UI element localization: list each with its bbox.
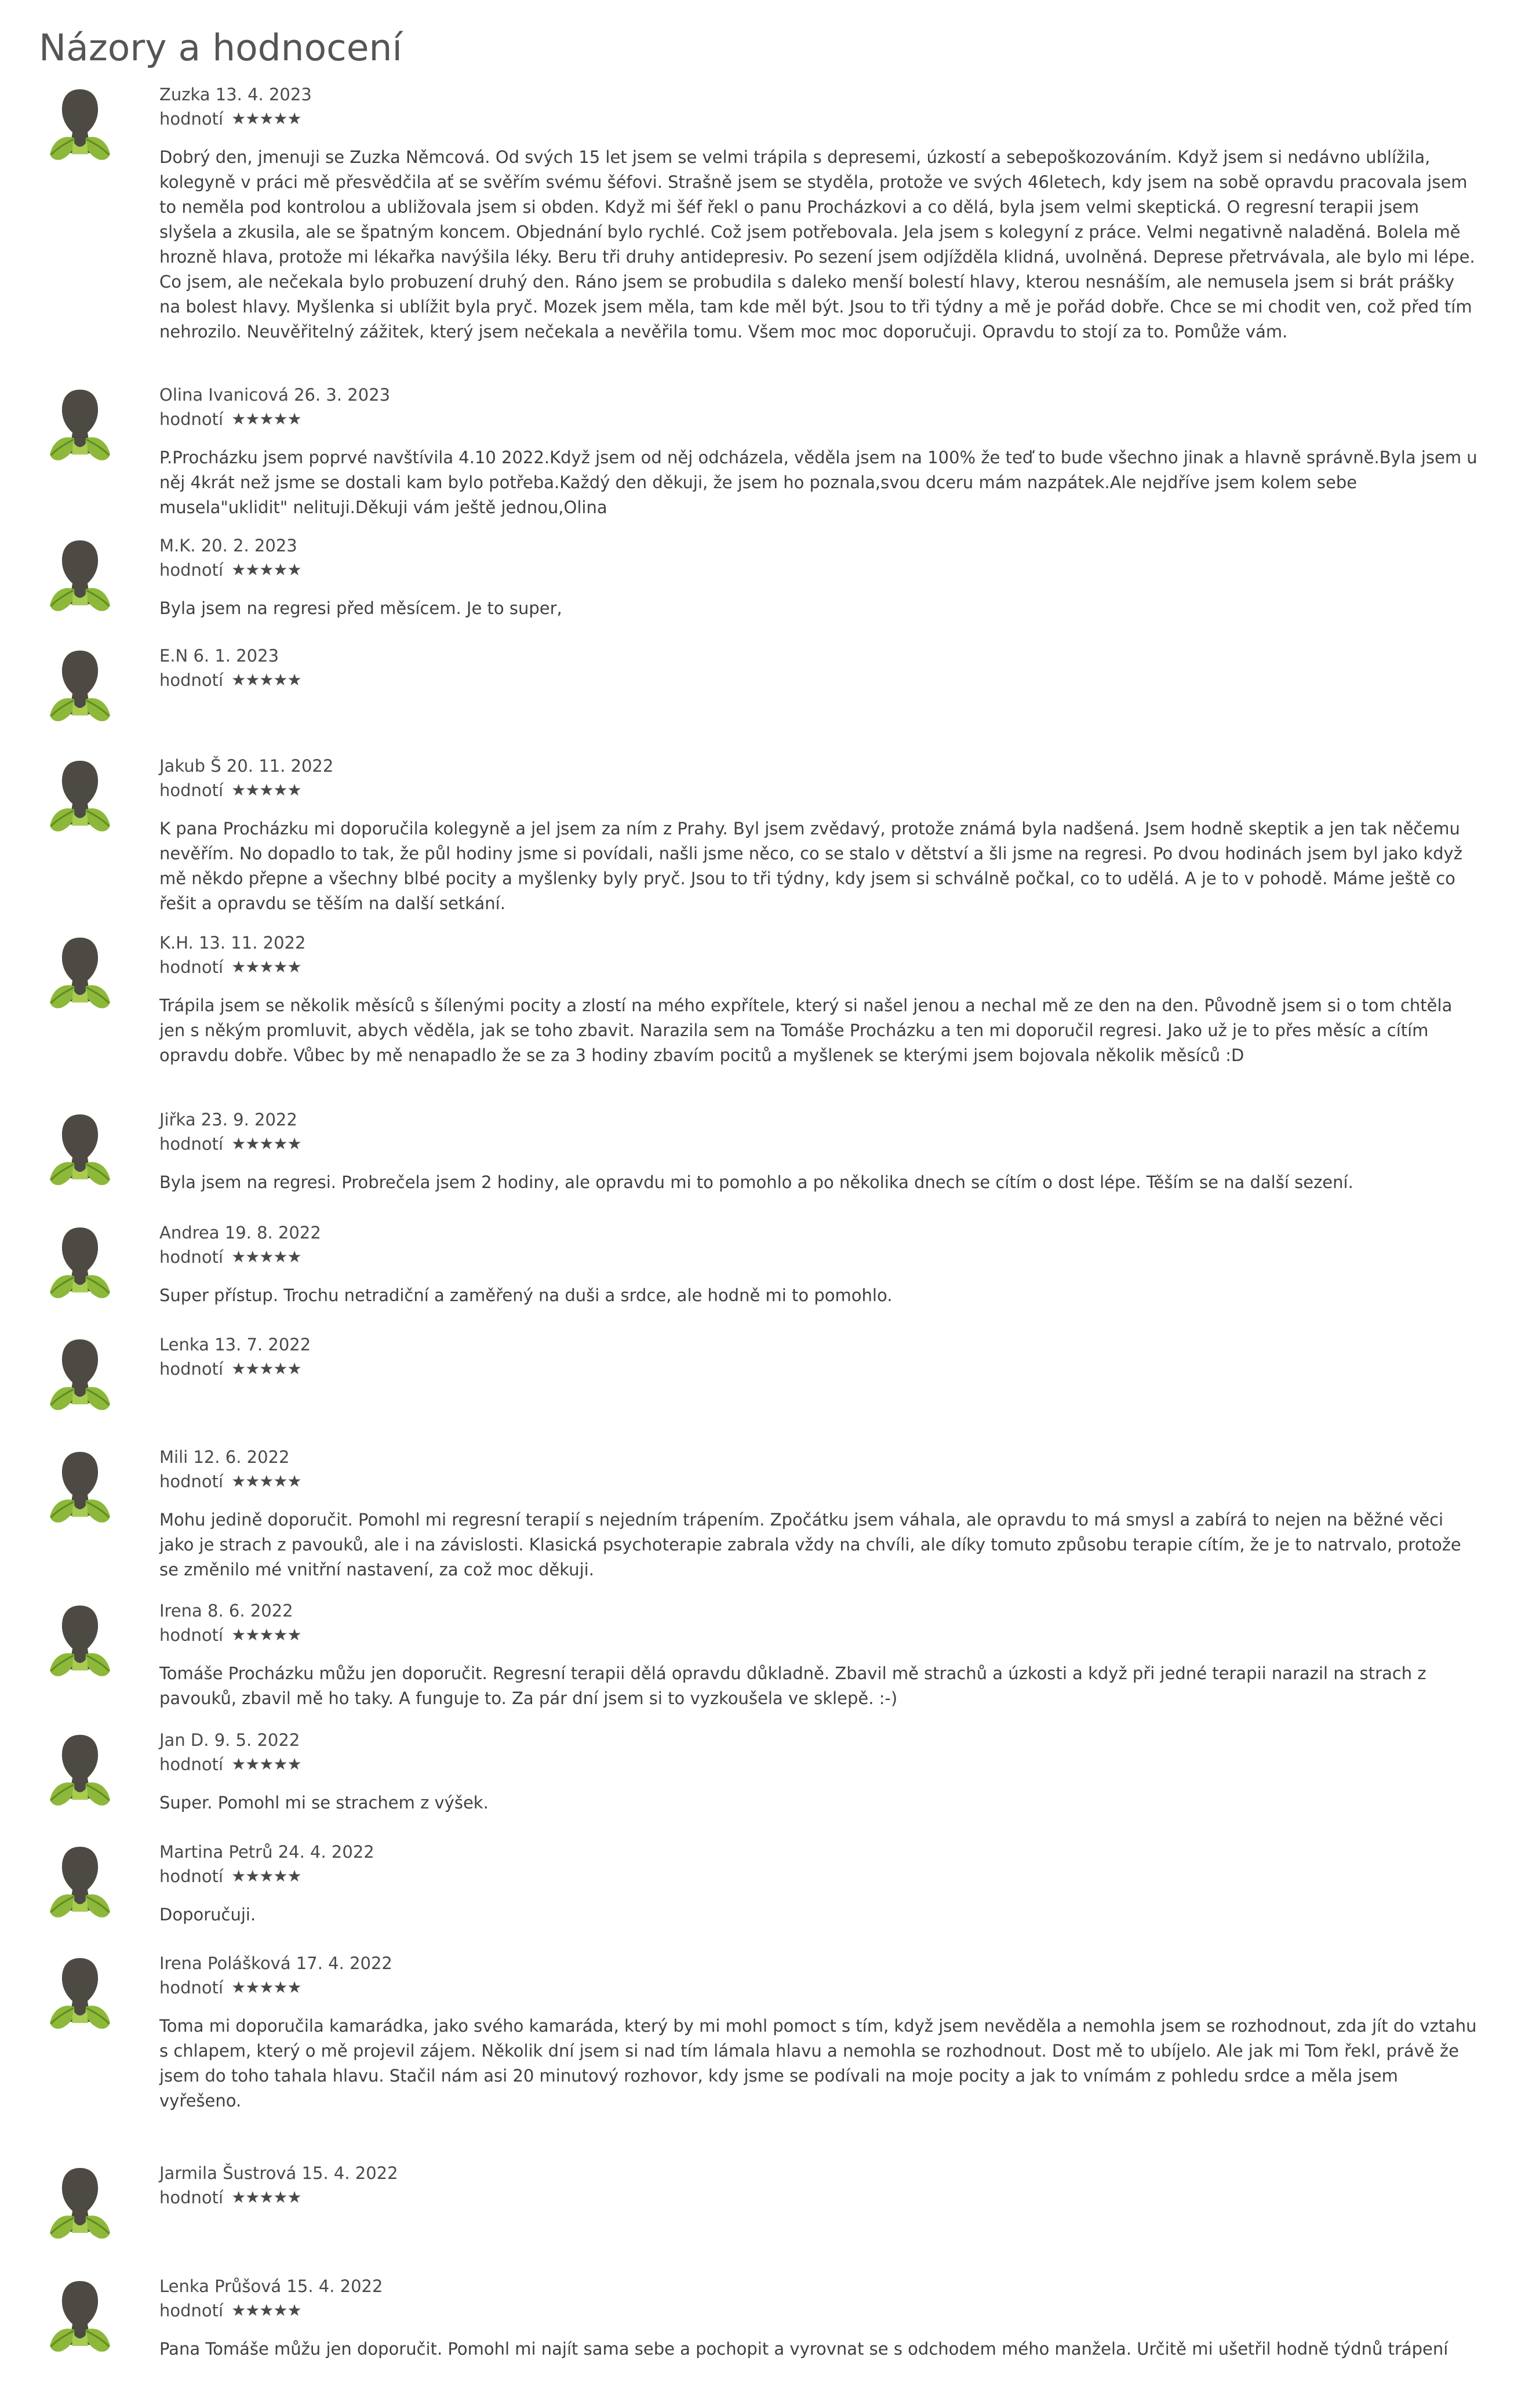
avatar — [45, 537, 115, 615]
review-text: Trápila jsem se několik měsíců s šílenými pocity a zlostí na mého expřítele, který si našel jenou a nechal mě ze den na den. Původně jsem si o tom chtěla jen s někým promluvit, abych věděla, jak se toho zbavit. Narazila sem na Tomáše Procházku a ten mi doporučil regresi. Jako už je to přes měsíc a cítím opravdu dobře. Vůbec by mě nenapadlo že se za 3 hodiny zbavím pocitů a myšlenek se kterými jsem bojovala několik měsíců :D — [159, 996, 1453, 1065]
review-text: Doporučuji. — [159, 1905, 256, 1924]
rating-stars: ★★★★★ — [231, 1472, 301, 1491]
user-avatar-icon — [45, 2278, 115, 2356]
review-rating — [159, 1245, 301, 1269]
review-rating — [159, 1975, 301, 2000]
user-avatar-icon — [45, 647, 115, 725]
review-rating — [159, 1752, 301, 1777]
review-rating — [159, 107, 301, 131]
user-avatar-icon — [45, 1731, 115, 1810]
rating-stars: ★★★★★ — [231, 560, 301, 579]
avatar — [45, 1955, 115, 2033]
review-author: Irena Polášková 17. 4. 2022 — [159, 1953, 392, 1973]
review-author: M.K. 20. 2. 2023 — [159, 536, 297, 555]
user-avatar-icon — [45, 386, 115, 464]
review-author: Irena 8. 6. 2022 — [159, 1601, 293, 1621]
review-rating — [159, 2298, 301, 2323]
review-text: Mohu jedině doporučit. Pomohl mi regresní terapií s nejedním trápením. Zpočátku jsem váhala, ale opravdu to má smysl a zabírá to nejen na běžné věci jako je strach z pavouků, ale i na závislosti. Klasická psychoterapie zabrala vždy na chvíli, ale díky tomuto způsobu terapie cítím, že je to natrvalo, protože se změnilo mé vnitřní nastavení, za což moc děkuji. — [159, 1510, 1461, 1579]
review-text: Byla jsem na regresi před měsícem. Je to super, — [159, 598, 562, 618]
avatar — [45, 1224, 115, 1302]
review-author: Martina Petrů 24. 4. 2022 — [159, 1842, 374, 1862]
review-author: Jan D. 9. 5. 2022 — [159, 1730, 300, 1750]
review-author: E.N 6. 1. 2023 — [159, 646, 279, 666]
rating-stars: ★★★★★ — [231, 1247, 301, 1266]
rating-stars: ★★★★★ — [231, 1625, 301, 1644]
review-author: Jakub Š 20. 11. 2022 — [159, 756, 334, 776]
rating-label: hodnotí — [159, 957, 224, 977]
rating-label: hodnotí — [159, 2301, 224, 2320]
review-author: Olina Ivanicová 26. 3. 2023 — [159, 385, 391, 405]
user-avatar-icon — [45, 86, 115, 164]
avatar — [45, 1111, 115, 1189]
user-avatar-icon — [45, 1448, 115, 1527]
rating-label: hodnotí — [159, 560, 224, 580]
rating-label: hodnotí — [159, 780, 224, 800]
rating-stars: ★★★★★ — [231, 1755, 301, 1774]
review-rating — [159, 1357, 301, 1381]
review-rating — [159, 407, 301, 431]
avatar — [45, 1336, 115, 1414]
user-avatar-icon — [45, 537, 115, 615]
review-author: K.H. 13. 11. 2022 — [159, 933, 306, 953]
rating-stars: ★★★★★ — [231, 2301, 301, 2320]
review-rating — [159, 1623, 301, 1647]
rating-label: hodnotí — [159, 2188, 224, 2207]
review-author: Mili 12. 6. 2022 — [159, 1447, 290, 1467]
review-text: Super. Pomohl mi se strachem z výšek. — [159, 1793, 489, 1813]
review-text: Tomáše Procházku můžu jen doporučit. Regresní terapii dělá opravdu důkladně. Zbavil mě strachů a úzkosti a když při jedné terapii narazil na strach z pavouků, zbavil mě ho taky. A funguje to. Za pár dní jsem si to vyzkoušela ve sklepě. :-) — [159, 1664, 1426, 1708]
avatar — [45, 1731, 115, 1810]
avatar — [45, 1602, 115, 1680]
avatar — [45, 1448, 115, 1527]
page-title: Názory a hodnocení — [39, 27, 402, 69]
review-rating — [159, 1469, 301, 1494]
review-author: Jiřka 23. 9. 2022 — [159, 1110, 297, 1129]
avatar — [45, 386, 115, 464]
rating-label: hodnotí — [159, 1755, 224, 1774]
rating-label: hodnotí — [159, 1978, 224, 1997]
review-author: Lenka 13. 7. 2022 — [159, 1335, 311, 1354]
review-rating — [159, 1864, 301, 1888]
rating-label: hodnotí — [159, 1247, 224, 1267]
review-author: Zuzka 13. 4. 2023 — [159, 85, 312, 104]
user-avatar-icon — [45, 1224, 115, 1302]
avatar — [45, 647, 115, 725]
rating-stars: ★★★★★ — [231, 1866, 301, 1886]
user-avatar-icon — [45, 2164, 115, 2243]
rating-stars: ★★★★★ — [231, 1359, 301, 1378]
review-rating — [159, 668, 301, 692]
rating-stars: ★★★★★ — [231, 1134, 301, 1153]
review-rating — [159, 558, 301, 582]
rating-label: hodnotí — [159, 109, 224, 129]
review-text: Pana Tomáše můžu jen doporučit. Pomohl mi najít sama sebe a pochopit a vyrovnat se s odchodem mého manžela. Určitě mi ušetřil hodně týdnů trápení — [159, 2339, 1449, 2359]
avatar — [45, 757, 115, 836]
rating-stars: ★★★★★ — [231, 409, 301, 428]
user-avatar-icon — [45, 1336, 115, 1414]
review-text: Dobrý den, jmenuji se Zuzka Němcová. Od svých 15 let jsem se velmi trápila s depresemi, úzkostí a sebepoškozováním. Když jsem si nedávno ublížila, kolegyně v práci mě přesvědčila ať se svěřím svému šéfovi. Strašně jsem se styděla, protože ve svých 46letech, kdy jsem na sobě opravdu pracovala jsem to neměla pod kontrolou a ubližovala jsem si obden. Když mi šéf řekl o panu Procházkovi a co dělá, byla jsem velmi skeptická. O regresní terapii jsem slyšela a zkusila, ale se špatným koncem. Objednání bylo rychlé. Což jsem potřebovala. Jela jsem s kolegyní z práce. Velmi negativně naladěná. Bolela mě hrozně hlava, protože mi lékařka navýšila léky. Beru tři druhy antidepresiv. Po sezení jsem odjížděla klidná, uvolněná. Deprese přetrvávala, ale bylo mi lépe. Co jsem, ale nečekala bylo probuzení druhý den. Ráno jsem se probudila s daleko menší bolestí hlavy, kterou nesnáším, ale nemusela jsem si brát prášky na bolest hlavy. Myšlenka si ublížit byla pryč. Mozek jsem měla, tam kde měl být. Jsou to tři týdny a mě je pořád dobře. Chce se mi chodit ven, což před tím nehrozilo. Neuvěřitelný zážitek, který jsem nečekala a nevěřila tomu. Všem moc moc doporučuji. Opravdu to stojí za to. Pomůže vám. — [159, 147, 1475, 342]
avatar — [45, 2278, 115, 2356]
rating-label: hodnotí — [159, 670, 224, 690]
user-avatar-icon — [45, 757, 115, 836]
avatar — [45, 2164, 115, 2243]
review-author: Lenka Průšová 15. 4. 2022 — [159, 2276, 383, 2296]
rating-label: hodnotí — [159, 1134, 224, 1154]
rating-label: hodnotí — [159, 1866, 224, 1886]
rating-stars: ★★★★★ — [231, 109, 301, 128]
review-rating — [159, 778, 301, 802]
review-text: Byla jsem na regresi. Probrečela jsem 2 hodiny, ale opravdu mi to pomohlo a po několika dnech se cítím o dost lépe. Těším se na další sezení. — [159, 1172, 1353, 1192]
user-avatar-icon — [45, 1602, 115, 1680]
rating-label: hodnotí — [159, 1359, 224, 1379]
rating-stars: ★★★★★ — [231, 780, 301, 800]
user-avatar-icon — [45, 1843, 115, 1922]
rating-label: hodnotí — [159, 1625, 224, 1645]
review-text: Toma mi doporučila kamarádka, jako svého kamaráda, který by mi mohl pomoct s tím, když jsem nevěděla a nemohla jsem se rozhodnout, zda jít do vztahu s chlapem, který o mě projevil zájem. Několik dní jsem si nad tím lámala hlavu a nemohla se rozhodnout. Dost mě to ubíjelo. Ale jak mi Tom řekl, právě že jsem do toho tahala hlavu. Stačil nám asi 20 minutový rozhovor, kdy jsme se podívali na moje pocity a jak to vnímám z pohledu srdce a měla jsem vyřešeno. — [159, 2016, 1477, 2111]
rating-stars: ★★★★★ — [231, 1978, 301, 1997]
user-avatar-icon — [45, 1111, 115, 1189]
rating-label: hodnotí — [159, 409, 224, 429]
review-text: Super přístup. Trochu netradiční a zaměřený na duši a srdce, ale hodně mi to pomohlo. — [159, 1285, 893, 1305]
user-avatar-icon — [45, 1955, 115, 2033]
rating-label: hodnotí — [159, 1472, 224, 1491]
review-text: P.Procházku jsem poprvé navštívila 4.10 2022.Když jsem od něj odcházela, věděla jsem na 100% že teď to bude všechno jinak a hlavně správně.Byla jsem u něj 4krát než jsme se dostali kam bylo potřeba.Každý den děkuji, že jsem ho poznala,svou dceru mám nazpátek.Ale nejdříve jsem kolem sebe musela"uklidit" nelituji.Děkuji vám ještě jednou,Olina — [159, 448, 1477, 517]
avatar — [45, 1843, 115, 1922]
review-rating — [159, 2185, 301, 2210]
rating-stars: ★★★★★ — [231, 957, 301, 976]
avatar — [45, 86, 115, 164]
avatar — [45, 934, 115, 1012]
user-avatar-icon — [45, 934, 115, 1012]
review-rating — [159, 955, 301, 979]
review-author: Jarmila Šustrová 15. 4. 2022 — [159, 2163, 398, 2183]
review-author: Andrea 19. 8. 2022 — [159, 1223, 321, 1243]
review-rating — [159, 1132, 301, 1156]
review-text: K pana Procházku mi doporučila kolegyně a jel jsem za ním z Prahy. Byl jsem zvědavý, protože známá byla nadšená. Jsem hodně skeptik a jen tak něčemu nevěřím. No dopadlo to tak, že půl hodiny jsme si povídali, našli jsme něco, co se stalo v dětství a šli jsme na regresi. Po dvou hodinách jsem byl jako když mě někdo přepne a všechny blbé pocity a myšlenky byly pryč. Jsou to tři týdny, kdy jsem si schválně počkal, co to udělá. A je to v pohodě. Máme ještě co řešit a opravdu se těším na další setkání. — [159, 819, 1462, 913]
rating-stars: ★★★★★ — [231, 670, 301, 689]
rating-stars: ★★★★★ — [231, 2188, 301, 2207]
